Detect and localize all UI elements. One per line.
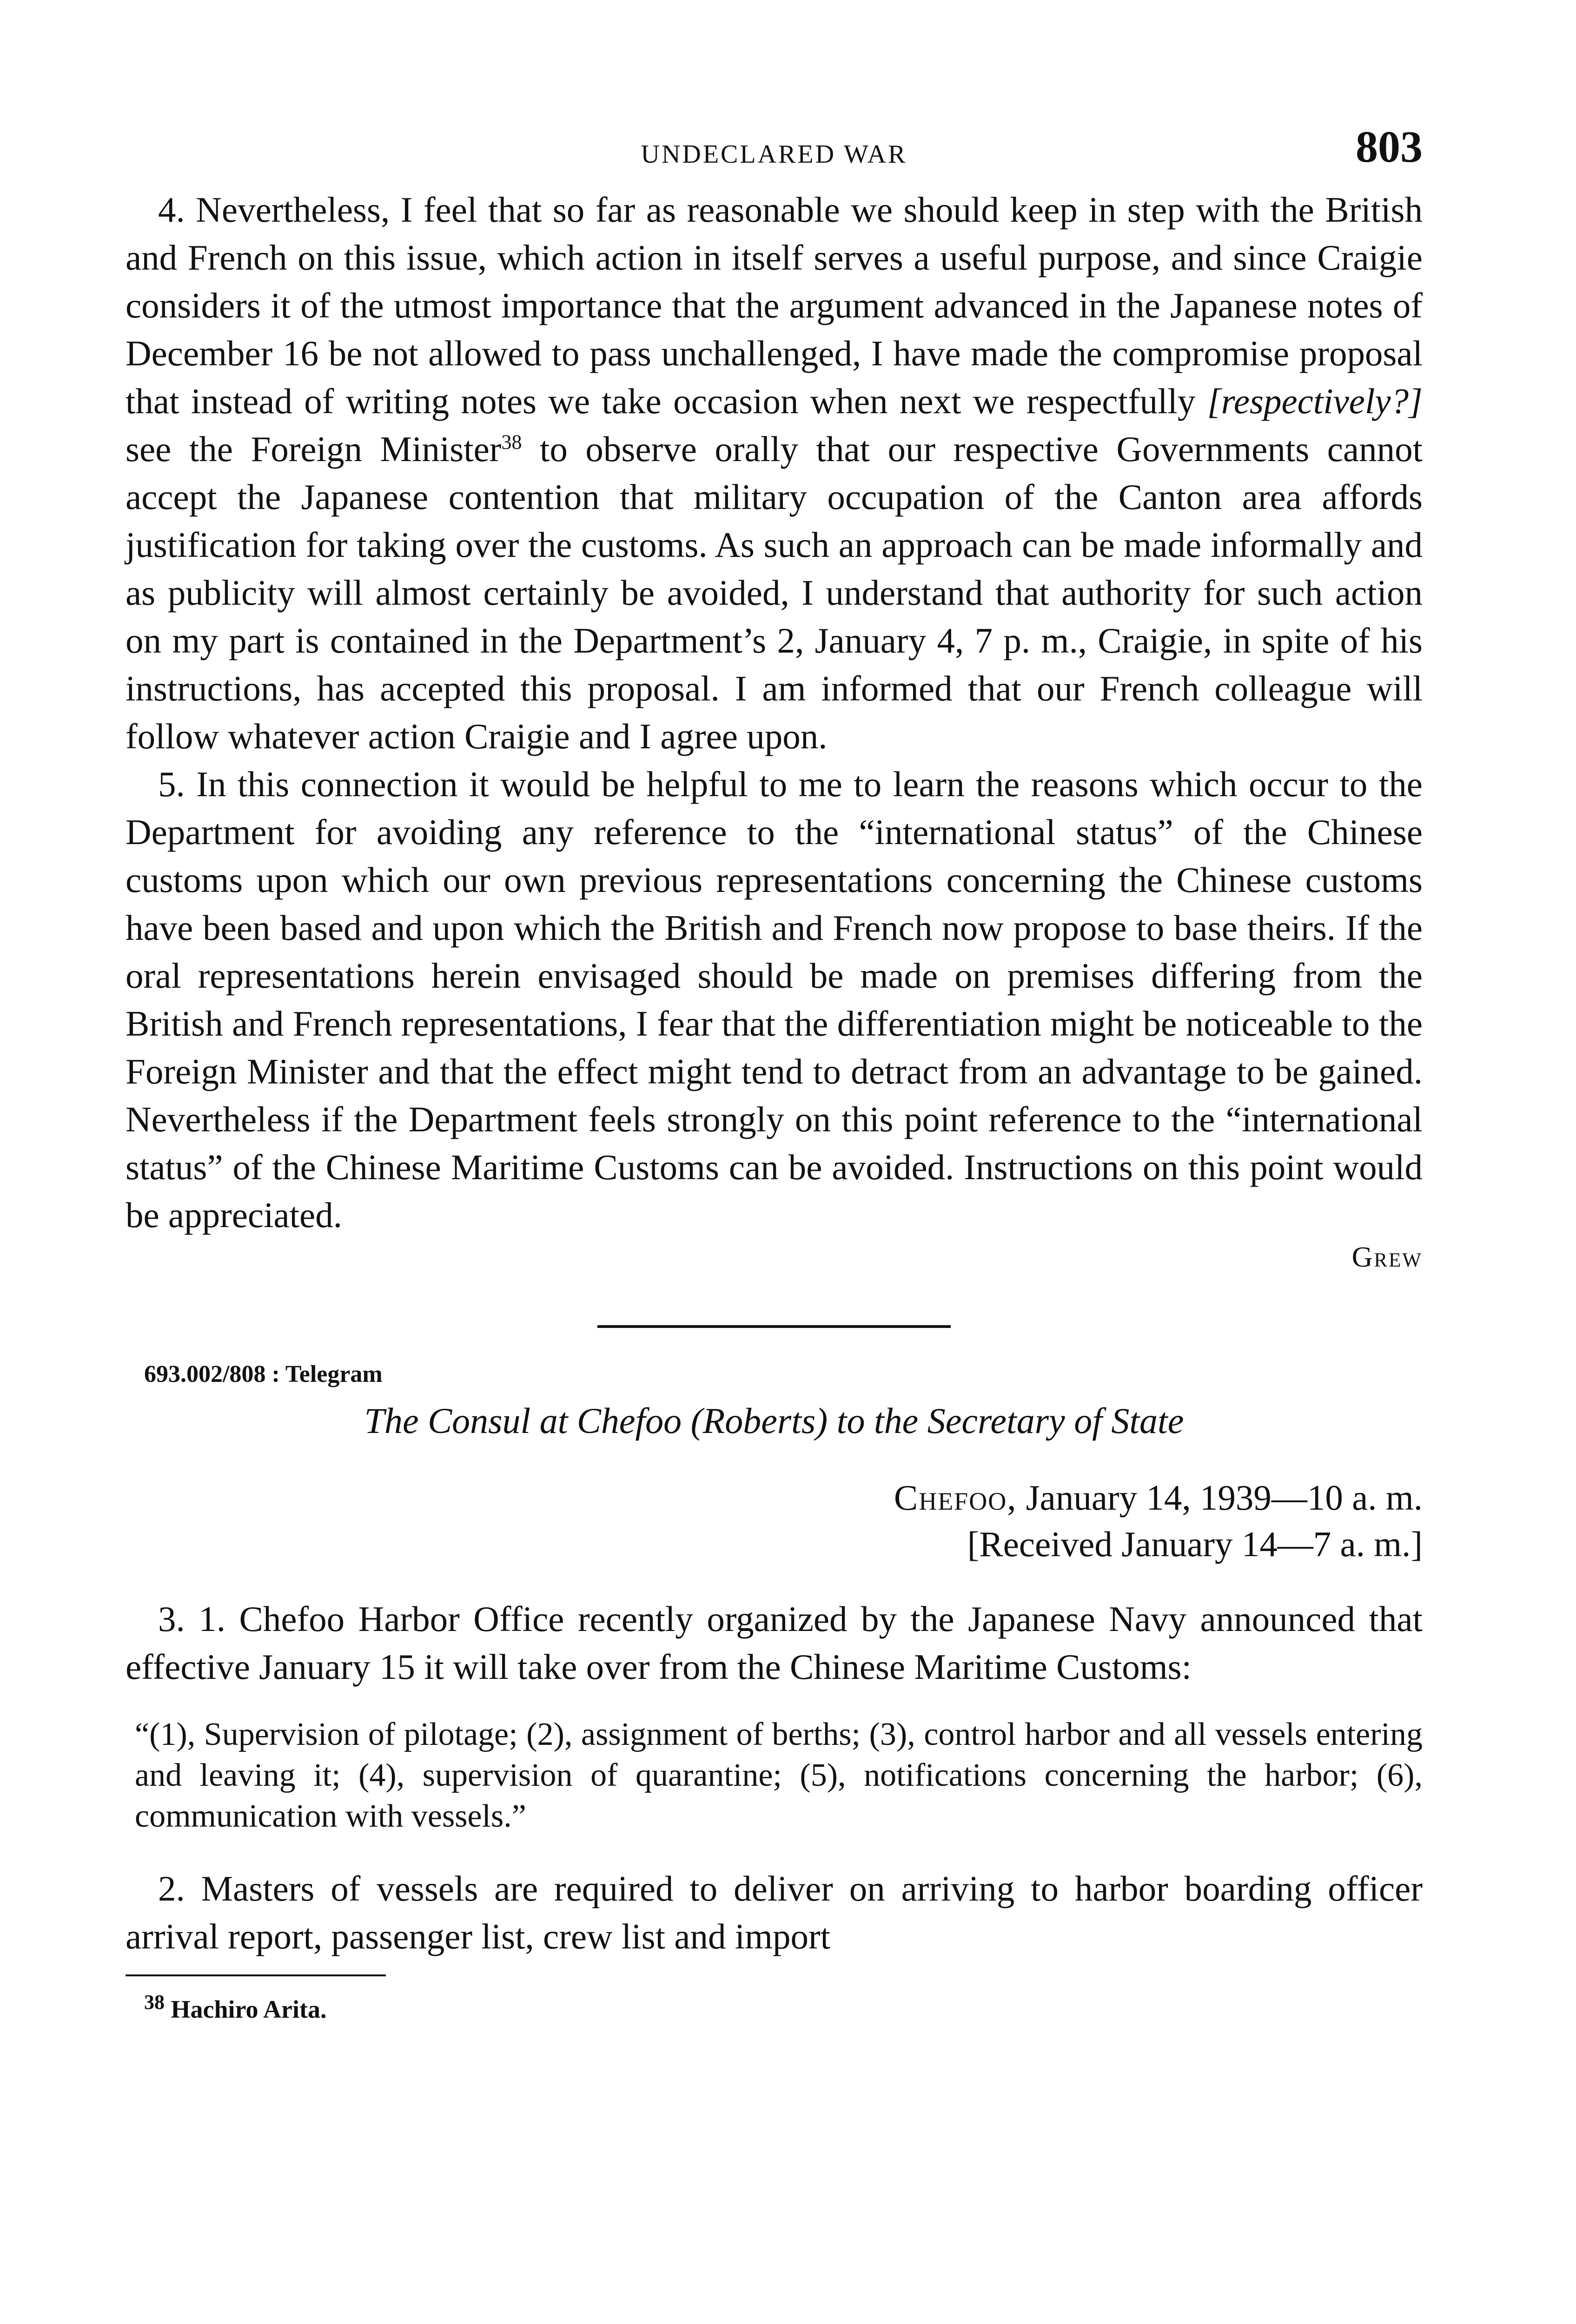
telegram-paragraph-1: 3. 1. Chefoo Harbor Office recently organized by the Japanese Navy announced that effective January 15 it will take over from the Chinese Maritime Customs: <box>126 1599 1423 1687</box>
footnote-reference[interactable]: 38 <box>501 430 522 454</box>
paragraph-4-text-a: 4. Nevertheless, I feel that so far as reasonable we should keep in step with the British and French on this issue, which action in itself serves a useful purpose, and since Craigie considers it of the utmost importance that the argument advanced in the Japanese notes of December 16 be not allowed to pass unchallenged, I have made the compromise proposal that instead of writing notes we take occasion when next we respectfully <box>126 190 1423 421</box>
running-header <box>126 121 1423 186</box>
paragraph-4 <box>126 186 1423 760</box>
paragraph-4-text-b: see the Foreign Minister <box>126 429 502 469</box>
spacer <box>126 1567 1423 1595</box>
file-reference: 693.002/808 : Telegram <box>144 1361 383 1387</box>
paragraph-4-text-c: to observe orally that our respective Governments cannot accept the Japanese contention that military occupation of the Canton area affords justification for taking over the customs. As such an approach can be made informally and as publicity will almost certainly be avoided, I understand that authority for such action on my part is contained in the Department’s 2, January 4, 7 p. m., Craigie, in spite of his instructions, has accepted this proposal. I am informed that our French colleague will follow whatever action Craigie and I agree upon. <box>126 429 1423 756</box>
spacer <box>126 1837 1423 1865</box>
section-separator <box>597 1325 951 1328</box>
dateline-date: January 14, 1939—10 a. m. <box>1017 1478 1423 1518</box>
footnote-rule <box>126 1974 386 1976</box>
running-title: UNDECLARED WAR <box>641 140 907 169</box>
telegram-title: The Consul at Chefoo (Roberts) to the Secretary of State <box>364 1400 1184 1441</box>
editorial-insertion: [respectively?] <box>1207 381 1423 421</box>
telegram-paragraph-2: 2. Masters of vessels are required to deliver on arriving to harbor boarding officer arrival report, passenger list, crew list and import <box>126 1868 1423 1956</box>
page-number: 803 <box>1356 122 1423 172</box>
quoted-announcement: “(1), Supervision of pilotage; (2), assignment of berths; (3), control harbor and all vessels entering and leaving it; (4), supervision of quarantine; (5), notifications concerning the harbor; (6), communication with vessels.” <box>135 1717 1423 1834</box>
dateline <box>126 1474 1423 1521</box>
dateline-place: Chefoo, <box>894 1478 1017 1518</box>
footnote-mark: 38 <box>144 1991 165 2014</box>
footnote-text: Hachiro Arita. <box>165 1995 327 2023</box>
received-line: [Received January 14—7 a. m.] <box>967 1524 1423 1564</box>
signature: Grew <box>1351 1241 1423 1273</box>
footnote <box>144 1991 1423 2024</box>
paragraph-5: 5. In this connection it would be helpful to me to learn the reasons which occur to the Department for avoiding any reference to the “international status” of the Chinese customs upon which our own previous representations concerning the Chinese customs have been based and upon which the British and French now propose to base theirs. If the oral representations herein envisaged should be made on premises differing from the British and French representations, I fear that the differentiation might be noticeable to the Foreign Minister and that the effect might tend to detract from an advantage to be gained. Nevertheless if the Department feels strongly on this point reference to the “international status” of the Chinese Maritime Customs can be avoided. Instructions on this point would be appreciated. <box>126 764 1423 1235</box>
